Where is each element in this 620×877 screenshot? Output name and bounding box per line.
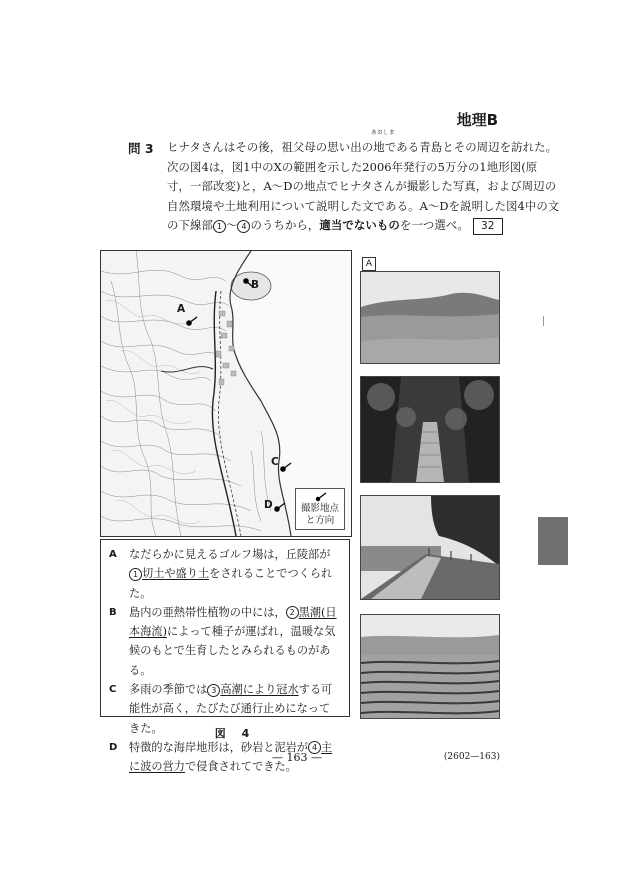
question-line-2: 次の図4は，図1中のXの範囲を示した2006年発行の5万分の1地形図(原 [167,159,538,174]
description-label-c: C [109,684,117,696]
description-label-a: A [109,549,117,560]
map-legend [295,488,345,530]
question-line-5-part1: の下線部 [167,218,213,232]
answer-box[interactable]: 32 [473,218,503,235]
description-c-after: する可能性が高く，たびたび通行止めになってきた。 [129,683,333,735]
circle-number-4: 4 [308,741,321,754]
map-label-c: C [271,456,279,468]
circle-number-2: 2 [286,606,299,619]
description-b [109,603,341,680]
description-c-before: 多雨の季節では [129,683,208,697]
camera-direction-icon [314,491,328,503]
circle-number-4: 4 [237,220,250,233]
question-line-3: 寸，一部改変)と，A～Dの地点でヒナタさんが撮影した写真，および周辺の [167,179,557,193]
figure-caption: 図 4 [214,727,256,740]
page-code: (2602—163) [443,752,500,762]
question-line-5-part3: のうちから， [250,218,320,232]
question-number: 問 3 [128,141,154,156]
circle-number-3: 3 [207,684,220,697]
underline-3: 高潮により冠水 [220,683,299,697]
circle-number-1: 1 [213,220,226,233]
emphasis-text: 適当でないもの [319,218,400,232]
description-a-before: なだらかに見えるゴルフ場は，丘陵部が [129,548,331,561]
legend-line-2: と方向 [305,515,335,526]
photo-d-wave-rock [360,614,500,719]
page-number: — 163 — [272,751,322,764]
description-label-d: D [109,741,118,753]
underline-2: 黒潮(日本海流) [129,605,337,639]
underline-4: 主に波の営力 [129,740,333,774]
question-line-4: 自然環境や土地利用について説明した文である。A～Dを説明した図4中の文 [167,198,560,213]
description-text-b [129,603,341,680]
margin-mark [543,316,548,326]
map-label-a: A [177,303,186,315]
description-a-after: をされることでつくられた。 [129,567,333,600]
map-label-b: B [251,279,260,291]
photo-a-golf-course [360,271,500,364]
description-d-before: 特徴的な海岸地形は，砂岩と泥岩が [129,740,309,754]
ruby-annotation: あおしま [371,130,396,136]
question-line-1: ヒナタさんはその後，祖父母の思い出の地である青島とその周辺を訪れた。 [167,140,558,154]
description-b-after: によって種子が運ばれ，温暖な気候のもとで生育したとみられるものがある。 [129,625,336,677]
map-label-d: D [264,499,273,511]
legend-line-1: 撮影地点 [300,503,339,514]
question-line-5 [167,216,512,236]
description-text-a [129,545,341,603]
description-d-after: で侵食されてできた。 [184,760,297,774]
photo-label-a: A [362,257,376,271]
underline-1: 切土や盛り土 [142,567,210,581]
description-a [109,545,341,603]
description-b-before: 島内の亜熱帯性植物の中には， [129,605,286,619]
question-text [167,138,560,236]
subject-title: 地理B [456,111,498,129]
circle-number-1: 1 [129,568,142,581]
description-label-b: B [109,606,117,618]
photo-c-coastal-road [360,495,500,600]
topographic-map [100,250,352,537]
section-tab-marker [538,517,568,565]
question-line-5-part4: を一つ選べ。 [399,218,469,232]
question-line-5-part2: ～ [225,218,238,232]
photo-b-subtropical-plants [360,376,500,483]
